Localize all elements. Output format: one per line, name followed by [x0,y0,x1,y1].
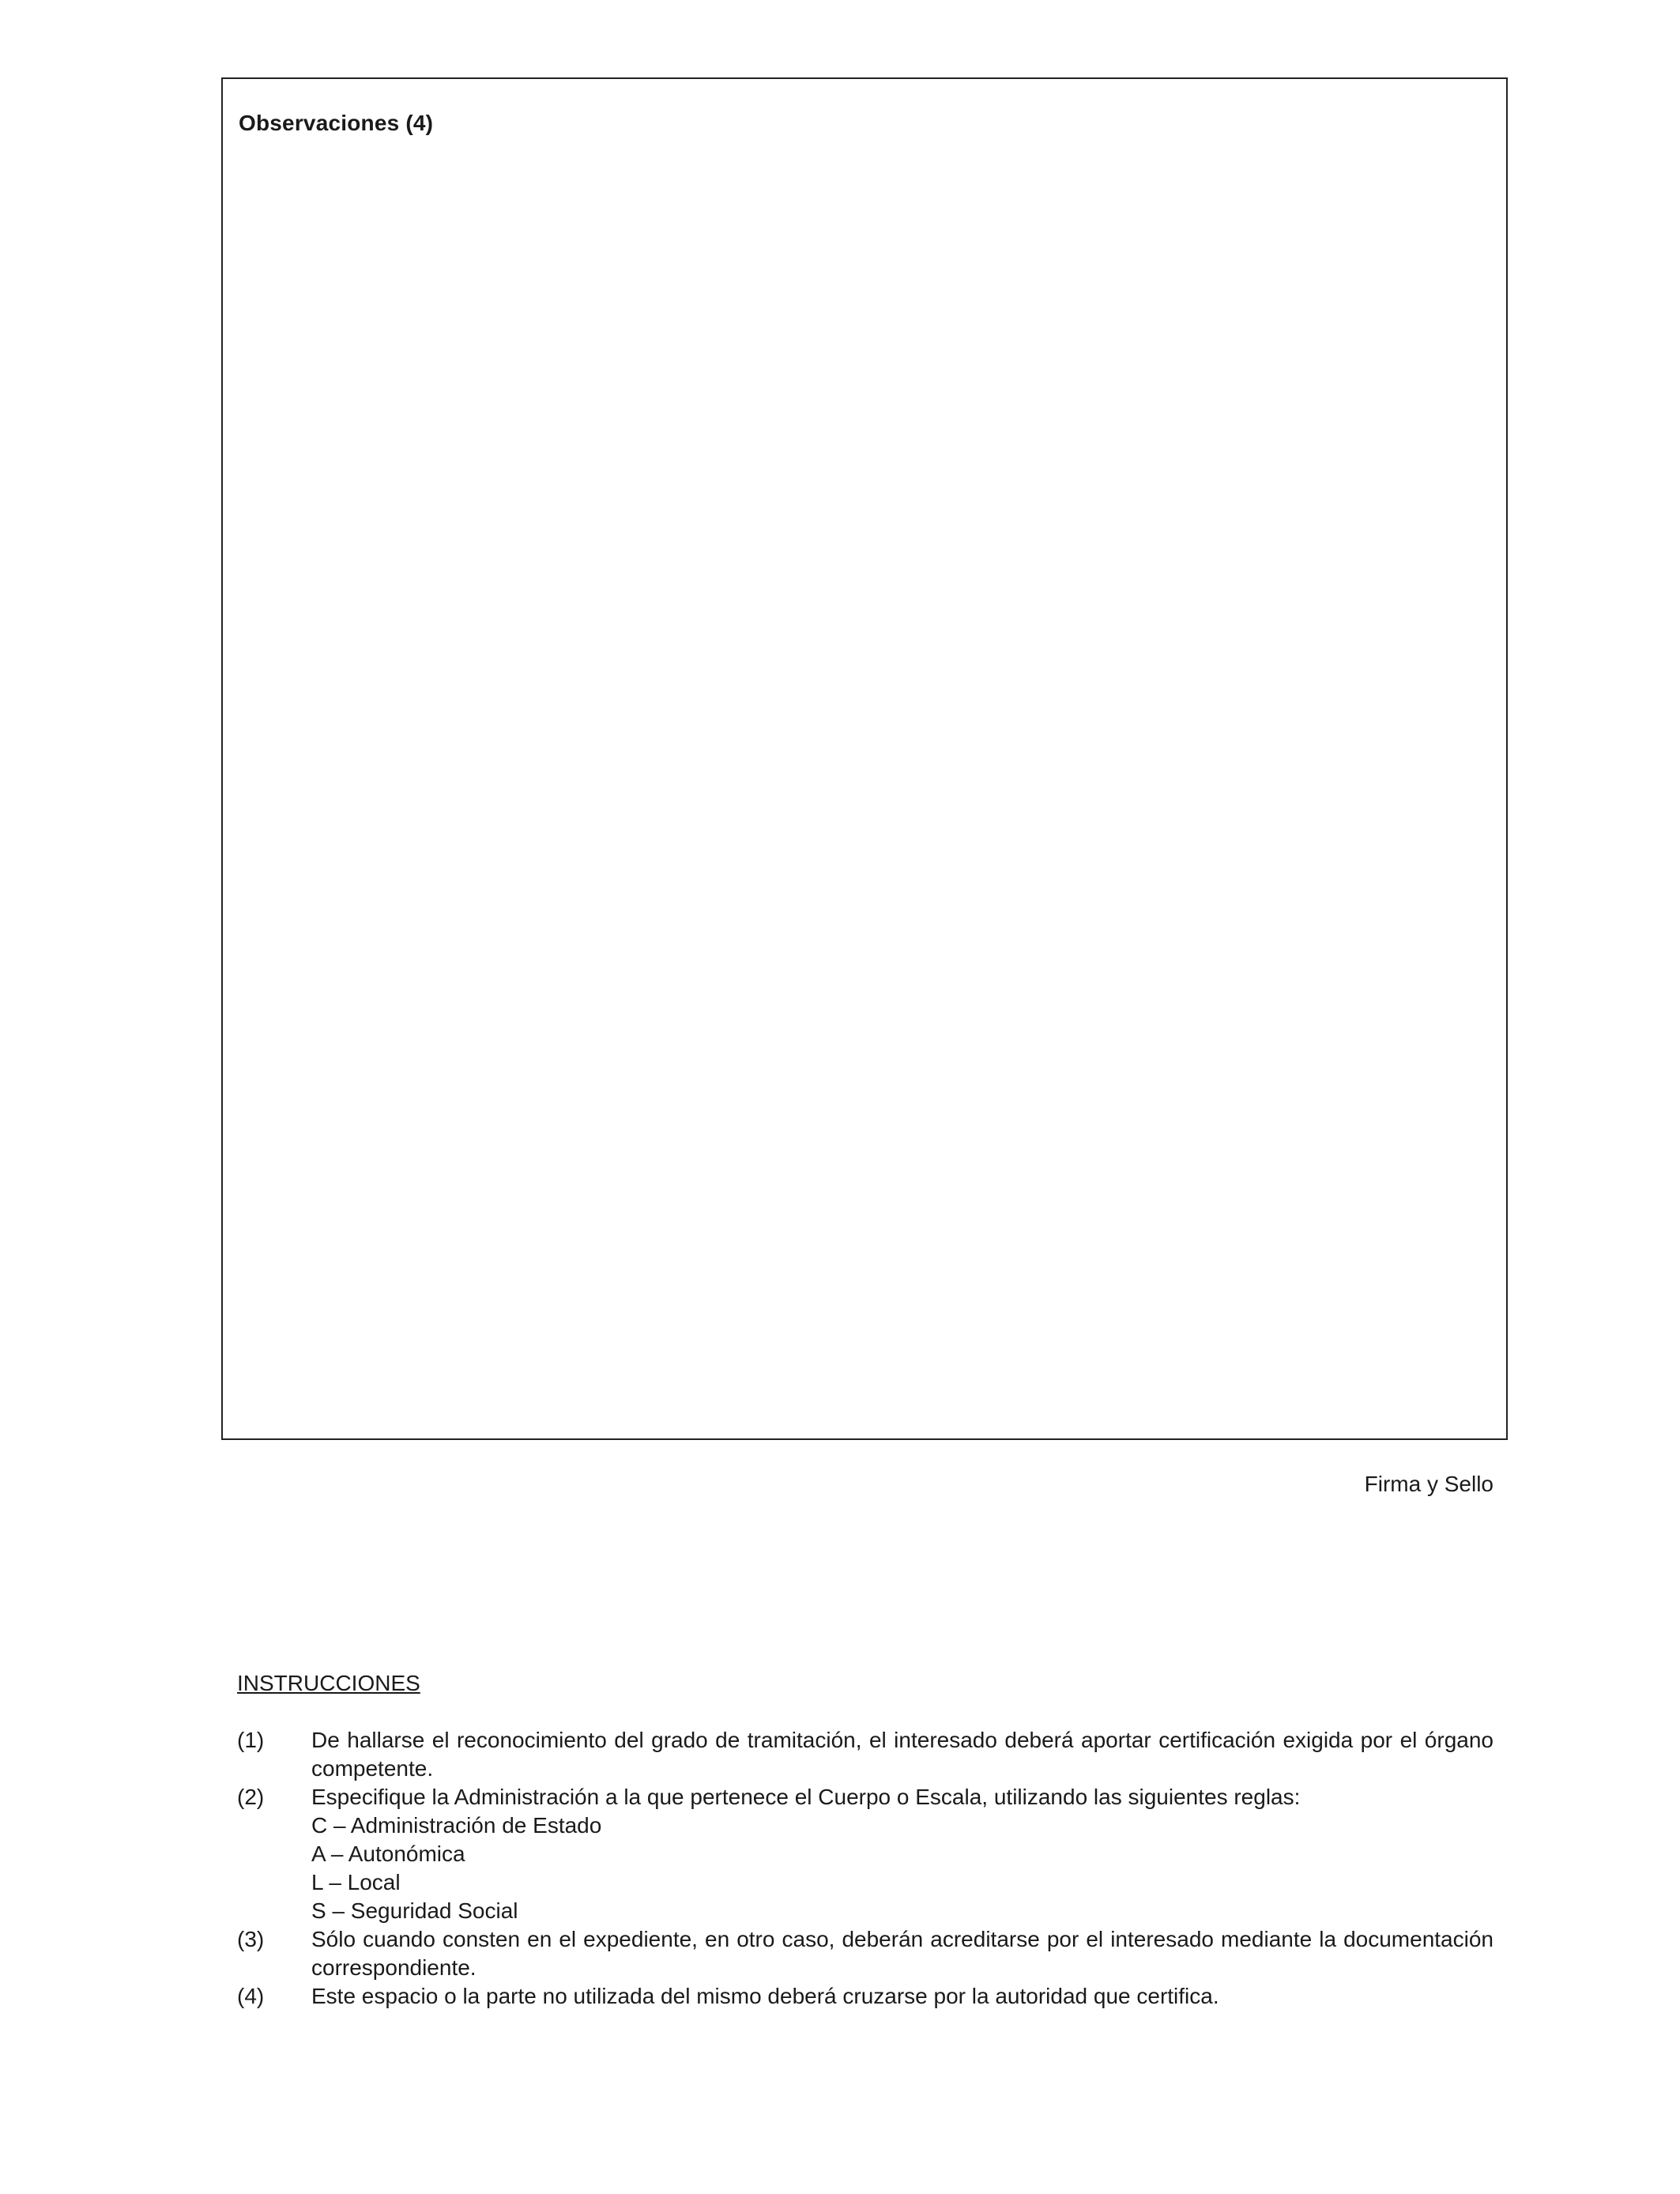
instruction-note-3 [237,1925,1494,1982]
instruction-note-4 [237,1982,1494,2011]
note-number: (3) [237,1927,265,1951]
note-text: Este espacio o la parte no utilizada del mismo deberá cruzarse por la autoridad que certifica. [311,1984,1219,2008]
note-number: (4) [237,1984,265,2008]
administration-rules-list [237,1811,1494,1925]
instruction-note-1 [237,1726,1494,1783]
rule-item: L – Local [311,1870,401,1894]
instructions-title: INSTRUCCIONES [237,1671,420,1695]
observations-box [221,77,1508,1440]
instruction-note-2 [237,1783,1494,1811]
note-number: (1) [237,1728,265,1752]
note-number: (2) [237,1785,265,1809]
instructions-section [237,1669,1494,2011]
observations-title: Observaciones (4) [239,111,434,135]
note-text: Sólo cuando consten en el expediente, en otro caso, deberán acreditarse por el interesado mediante la documentación correspondiente. [311,1927,1494,1980]
rule-item: C – Administración de Estado [311,1813,602,1838]
rule-item: S – Seguridad Social [311,1898,518,1923]
signature-label: Firma y Sello [1364,1472,1494,1496]
note-text: De hallarse el reconocimiento del grado de tramitación, el interesado deberá aportar certificación exigida por el órgano competente. [311,1728,1494,1781]
rule-item: A – Autonómica [311,1842,465,1866]
note-text: Especifique la Administración a la que pertenece el Cuerpo o Escala, utilizando las siguientes reglas: [311,1785,1301,1809]
